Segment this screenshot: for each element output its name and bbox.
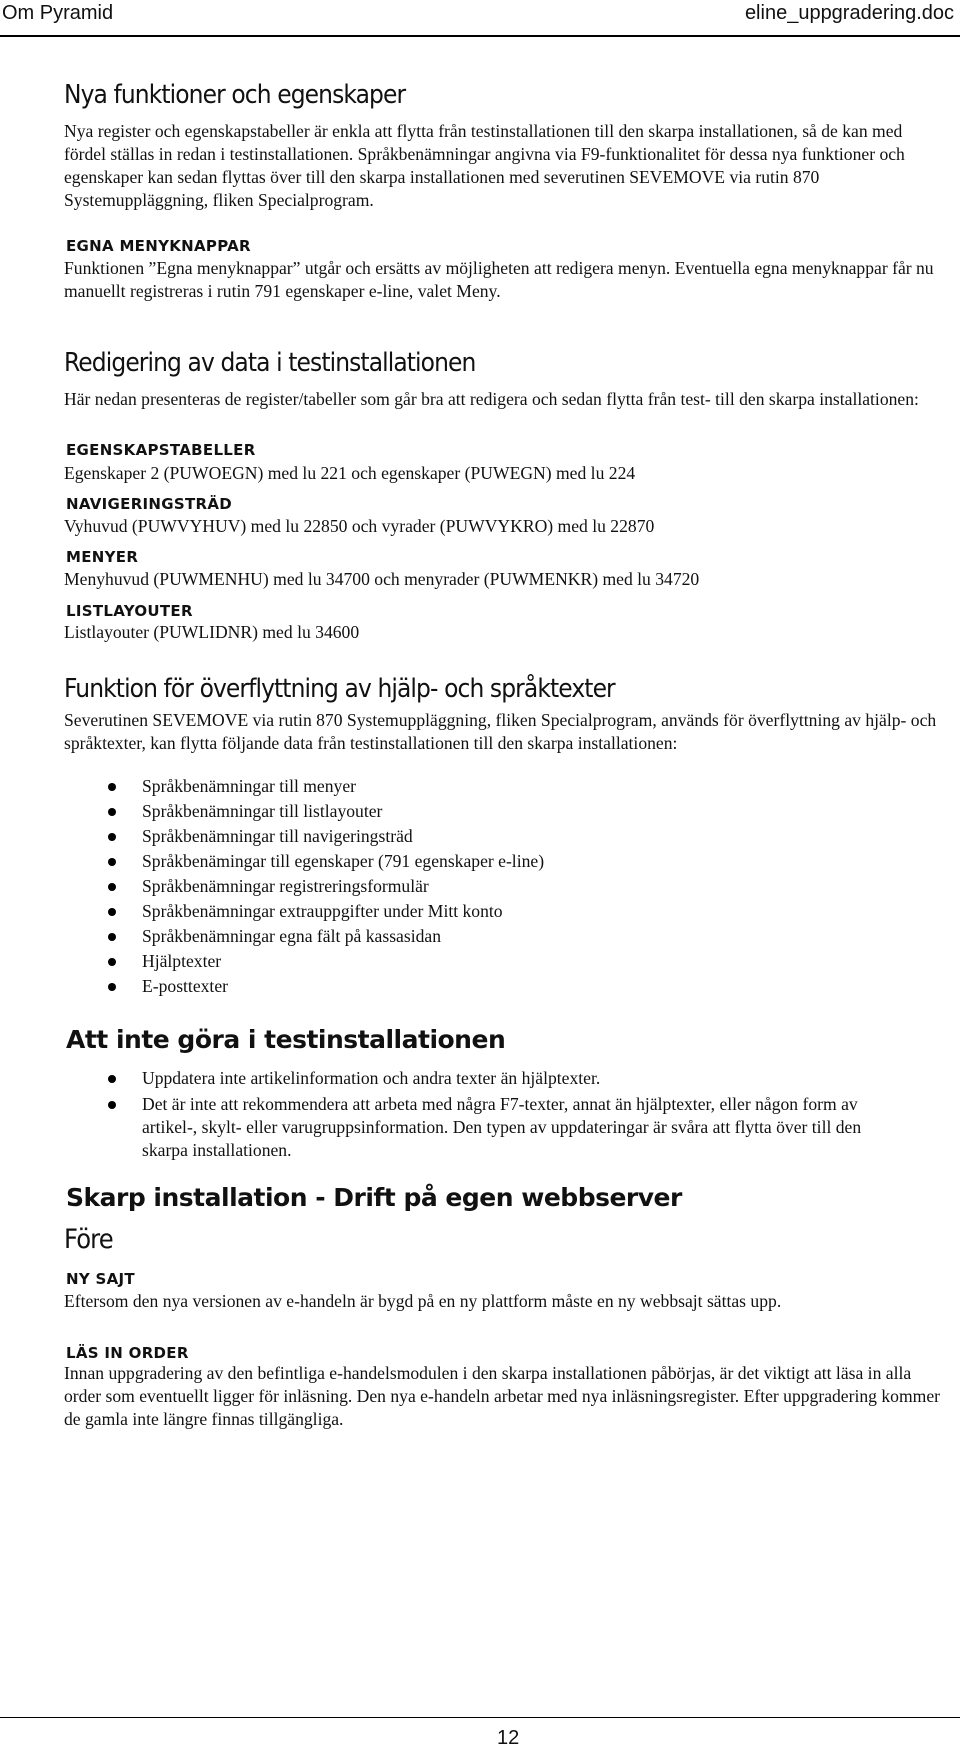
subsection-title-before: Före [64,1224,113,1255]
subheading-las-in-order: LÄS IN ORDER [66,1344,189,1362]
section-paragraph: Severutinen SEVEMOVE via rutin 870 Systemuppläggning, fliken Specialprogram, används för överflyttning av hjälp- och språktexter, kan flytta följande data från testinstallationen till den skarpa installationen: [64,710,937,753]
section-title-editing-data: Redigering av data i testinstallationen [64,348,476,378]
list-item: Språkbenämningar registreringsformulär [108,875,544,898]
subheading-paragraph: Egenskaper 2 (PUWOEGN) med lu 221 och egenskaper (PUWEGN) med lu 224 [64,463,636,483]
list-item: Hjälptexter [108,950,544,973]
list-item: Språkbenämningar egna fält på kassasidan [108,925,544,948]
list-item: Uppdatera inte artikelinformation och andra texter än hjälptexter. [108,1067,908,1090]
bullet-list [108,1067,908,1162]
subheading-menyer: MENYER [66,548,139,566]
list-item: E-posttexter [108,975,544,998]
section-paragraph: Här nedan presenteras de register/tabeller som går bra att redigera och sedan flytta från test- till den skarpa installationen: [64,389,919,409]
section-title-not-to-do: Att inte göra i testinstallationen [66,1025,506,1054]
list-item: Språkbenämningar till menyer [108,775,544,798]
subheading-paragraph: Eftersom den nya versionen av e-handeln är bygd på en ny plattform måste en ny webbsajt sättas upp. [64,1291,782,1311]
header-divider [0,35,960,37]
subheading-paragraph: Menyhuvud (PUWMENHU) med lu 34700 och menyrader (PUWMENKR) med lu 34720 [64,569,700,589]
list-item: Språkbenämingar till egenskaper (791 egenskaper e-line) [108,850,544,873]
bullet-icon [108,883,116,891]
bullet-icon [108,983,116,991]
subheading-paragraph: Funktionen ”Egna menyknappar” utgår och ersätts av möjligheten att redigera menyn. Eventuella egna menyknappar får nu manuellt registreras i rutin 791 egenskaper e-line, valet Meny. [64,258,934,301]
bullet-icon [108,833,116,841]
section-paragraph: Nya register och egenskapstabeller är enkla att flytta från testinstallationen till den skarpa installationen, så de kan med fördel ställas in redan i testinstallationen. Språkbenämningar angivna via F9-funktionalitet för dessa nya funktioner och egenskaper kan sedan flyttas över till den skarpa installationen med severutinen SEVEMOVE via rutin 870 Systemuppläggning, fliken Specialprogram. [64,121,905,210]
bullet-icon [108,933,116,941]
bullet-icon [108,783,116,791]
list-item: Språkbenämningar extrauppgifter under Mitt konto [108,900,544,923]
footer-divider [0,1717,960,1718]
subheading-paragraph: Vyhuvud (PUWVYHUV) med lu 22850 och vyrader (PUWVYKRO) med lu 22870 [64,516,655,536]
header-left: Om Pyramid [2,2,114,24]
bullet-icon [108,908,116,916]
bullet-list [108,775,544,998]
header-right: eline_uppgradering.doc [744,2,954,24]
section-title-production-install: Skarp installation - Drift på egen webbserver [66,1183,682,1212]
bullet-icon [108,858,116,866]
subheading-navigeringstrad: NAVIGERINGSTRÄD [66,495,233,513]
page-number: 12 [497,1727,520,1749]
section-title-new-features: Nya funktioner och egenskaper [64,80,406,110]
subheading-paragraph: Listlayouter (PUWLIDNR) med lu 34600 [64,622,360,642]
subheading-egenskapstabeller: EGENSKAPSTABELLER [66,441,256,459]
list-item: Det är inte att rekommendera att arbeta med några F7-texter, annat än hjälptexter, eller någon form av artikel-, skylt- eller varugruppsinformation. Den typen av uppdateringar är svåra att flytta över till den skarpa installationen. [108,1093,908,1162]
bullet-icon [108,1075,116,1083]
section-title-transfer-texts: Funktion för överflyttning av hjälp- och språktexter [64,674,615,704]
list-item: Språkbenämningar till navigeringsträd [108,825,544,848]
subheading-listlayouter: LISTLAYOUTER [66,602,193,620]
bullet-icon [108,808,116,816]
list-item: Språkbenämningar till listlayouter [108,800,544,823]
subheading-paragraph: Innan uppgradering av den befintliga e-handelsmodulen i den skarpa installationen påbörjas, är det viktigt att läsa in alla order som eventuellt ligger för inläsning. Den nya e-handeln arbetar med nya inläsningsregister. Efter uppgradering kommer de gamla inte längre finnas tillgängliga. [64,1363,940,1429]
bullet-icon [108,1101,116,1109]
subheading-ny-sajt: NY SAJT [66,1270,135,1288]
subheading-egna-menyknappar: EGNA MENYKNAPPAR [66,237,251,255]
bullet-icon [108,958,116,966]
